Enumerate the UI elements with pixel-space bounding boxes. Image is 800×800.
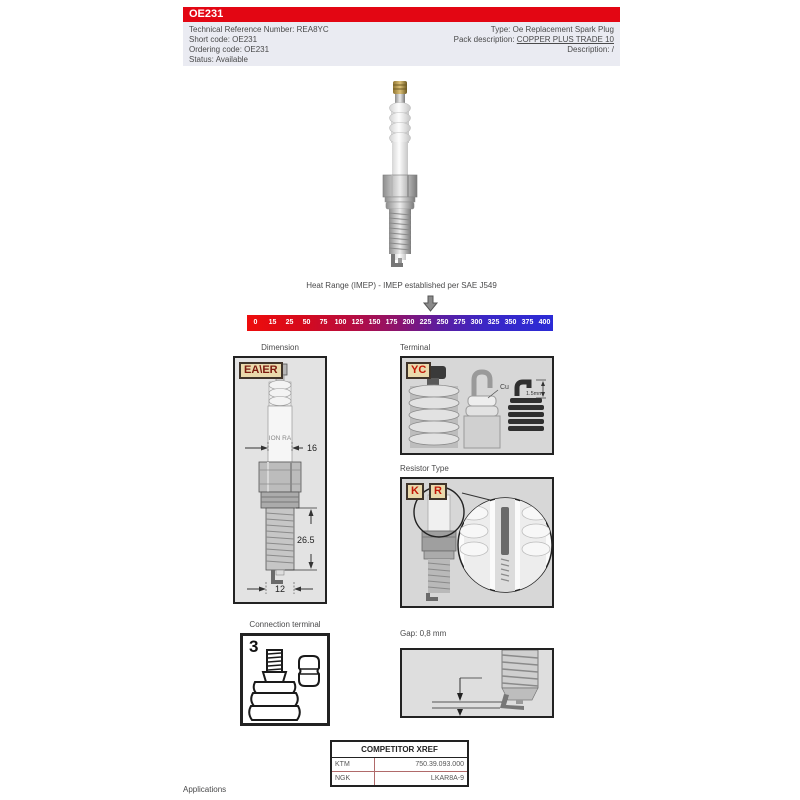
- header-banner: [183, 7, 620, 22]
- field-label: Technical Reference Number:: [189, 25, 295, 34]
- info-field-status: [189, 55, 329, 65]
- field-value: REA8YC: [296, 25, 329, 34]
- field-value: OE231: [232, 35, 258, 44]
- hex-size-label: 16: [307, 443, 318, 453]
- xref-brand: KTM: [331, 758, 375, 772]
- heat-range-tick: 175: [385, 319, 398, 326]
- thread-reach-label: 26.5: [297, 535, 315, 545]
- info-field-ordering-code: [189, 45, 329, 55]
- heat-range-tick: 25: [285, 319, 294, 326]
- pack-description-link[interactable]: COPPER PLUS TRADE 10: [516, 35, 614, 44]
- heat-range-tick: 250: [436, 319, 449, 326]
- info-panel: [183, 22, 620, 66]
- terminal-height-label: 1.5mm: [526, 391, 543, 397]
- field-label: Short code:: [189, 35, 230, 44]
- heat-range-tick: 125: [351, 319, 364, 326]
- field-value: OE231: [244, 45, 270, 54]
- resistor-diagram: [402, 479, 552, 606]
- terminal-badge: YC: [406, 362, 431, 379]
- xref-row: [331, 758, 468, 772]
- info-field-type: [454, 25, 614, 35]
- connection-box: [240, 633, 330, 726]
- dimension-box: [233, 356, 327, 604]
- heat-range-tick: 275: [453, 319, 466, 326]
- connection-number: 3: [249, 637, 259, 656]
- heat-range-tick: 50: [302, 319, 311, 326]
- page-title: OE231: [189, 8, 224, 20]
- dimension-badge: EA\ER: [239, 362, 283, 379]
- heat-range-tick: 200: [402, 319, 415, 326]
- heat-range-tick: 350: [504, 319, 517, 326]
- field-value: Available: [215, 55, 249, 64]
- field-label: Ordering code:: [189, 45, 242, 54]
- section-title-gap: Gap: 0,8 mm: [400, 629, 447, 638]
- field-label: Pack description:: [453, 35, 515, 44]
- section-title-terminal: Terminal: [400, 343, 431, 352]
- info-right-column: [454, 25, 614, 66]
- xref-row: [331, 772, 468, 787]
- heat-range-tick: 75: [319, 319, 328, 326]
- xref-value: 750.39.093.000: [375, 758, 469, 772]
- terminal-box: [400, 356, 554, 455]
- info-field-short-code: [189, 35, 329, 45]
- section-title-connection: Connection terminal: [249, 620, 321, 629]
- insulator-print-text: ION RA: [268, 435, 292, 442]
- heat-range-tick: 400: [538, 319, 551, 326]
- heat-range-tick: 325: [487, 319, 500, 326]
- terminal-material-label: Cu: [500, 384, 509, 391]
- applications-label: Applications: [183, 785, 227, 794]
- field-label: Type:: [490, 25, 511, 34]
- gap-diagram: [402, 650, 552, 716]
- xref-brand: NGK: [331, 772, 375, 787]
- xref-table: [330, 740, 469, 787]
- heat-range-tick: 100: [334, 319, 347, 326]
- info-left-column: [189, 25, 329, 66]
- info-field-tech-ref: [189, 25, 329, 35]
- resistor-badge-k: K: [406, 483, 424, 500]
- section-title-dimension: Dimension: [261, 343, 299, 352]
- info-field-description: [454, 45, 614, 55]
- heat-range-tick: 15: [268, 319, 277, 326]
- dimension-diagram: [235, 358, 325, 602]
- heat-range-pointer-icon: [422, 295, 439, 312]
- thread-diameter-label: 12: [274, 584, 286, 594]
- field-value: /: [611, 45, 614, 54]
- field-label: Status:: [189, 55, 214, 64]
- heat-range-tick: 375: [521, 319, 534, 326]
- heat-range-title: Heat Range (IMEP) - IMEP established per SAE J549: [306, 281, 497, 290]
- resistor-badge-r: R: [429, 483, 447, 500]
- field-label: Description:: [567, 45, 610, 54]
- heat-range-tick: 0: [253, 319, 258, 326]
- heat-range-tick: 225: [419, 319, 432, 326]
- heat-range-scale: [247, 315, 553, 331]
- xref-value: LKAR8A-9: [375, 772, 469, 787]
- resistor-box: [400, 477, 554, 608]
- section-title-resistor: Resistor Type: [400, 464, 449, 473]
- field-value: Oe Replacement Spark Plug: [512, 25, 614, 34]
- info-field-pack-description: [454, 35, 614, 45]
- xref-title: COMPETITOR XREF: [331, 741, 468, 758]
- gap-box: [400, 648, 554, 718]
- heat-range-tick: 150: [368, 319, 381, 326]
- heat-range-tick: 300: [470, 319, 483, 326]
- spark-plug-photo: [368, 80, 432, 270]
